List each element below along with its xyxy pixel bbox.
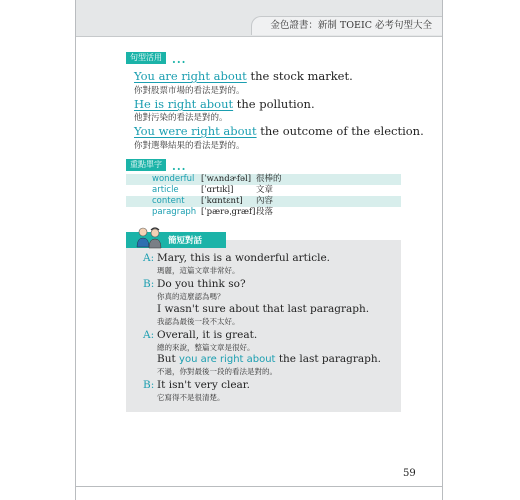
pattern-section-dots: ... [172, 53, 187, 66]
dialogue-line: It isn't very clear. [157, 379, 251, 391]
vocab-ipa: [ˈpærəˌgræf] [201, 207, 256, 217]
page-number: 59 [403, 468, 416, 479]
page-header [76, 0, 442, 37]
page-frame-right [442, 0, 443, 500]
pattern-rest: the pollution. [233, 97, 315, 111]
dialogue-translation: 不過，你對最後一段的看法是對的。 [157, 367, 277, 376]
dialogue-translation: 我認為最後一段不太好。 [157, 317, 240, 326]
pattern-phrase: He is right about [134, 97, 234, 111]
vocab-ipa: [ˈwʌndɚfəl] [201, 174, 252, 184]
speaker-label: A: [143, 252, 155, 264]
dialogue-line: I wasn't sure about that last paragraph. [157, 303, 370, 315]
people-talking-icon [134, 225, 164, 249]
pattern-phrase: You were right about [134, 124, 257, 138]
page-frame-left [75, 0, 76, 500]
vocab-table [126, 174, 401, 218]
dialogue-header-fill [226, 240, 401, 248]
pattern-rest: the outcome of the election. [256, 124, 424, 138]
vocab-word: article [152, 185, 179, 195]
dialogue-translation: 瑪麗，這篇文章非常好。 [157, 266, 240, 275]
dialogue-translation: 你真的這麼認為嗎？ [157, 292, 225, 301]
vocab-word: wonderful [152, 174, 195, 184]
vocab-row [126, 185, 401, 196]
vocab-section-tag: 重點單字 [126, 159, 166, 171]
vocab-meaning: 文章 [256, 185, 274, 195]
vocab-row [126, 207, 401, 218]
vocab-word: content [152, 196, 185, 206]
vocab-ipa: [ˈkɑntɛnt] [201, 196, 243, 206]
pattern-sentence [134, 97, 315, 111]
page-frame-bottom [75, 486, 443, 487]
pattern-section-tag: 句型活用 [126, 52, 166, 64]
pattern-translation: 你對股票市場的看法是對的。 [134, 86, 245, 96]
dialogue-line: Overall, it is great. [157, 329, 258, 341]
speaker-label: B: [143, 379, 155, 391]
speaker-label: A: [143, 329, 155, 341]
dialogue-text: the last paragraph. [275, 353, 382, 365]
dialogue-highlight: you are right about [179, 354, 276, 365]
dialogue-title: 簡短對話 [168, 236, 203, 246]
vocab-meaning: 內容 [256, 196, 274, 206]
vocab-ipa: [ˈɑrtɪkḷ] [201, 185, 234, 195]
vocab-row [126, 174, 401, 185]
pattern-rest: the stock market. [246, 69, 353, 83]
vocab-row [126, 196, 401, 207]
pattern-translation: 你對選舉結果的看法是對的。 [134, 141, 245, 151]
vocab-word: paragraph [152, 207, 197, 217]
dialogue-line [157, 353, 381, 365]
dialogue-line: Mary, this is a wonderful article. [157, 252, 331, 264]
vocab-meaning: 很棒的 [256, 174, 282, 184]
pattern-phrase: You are right about [134, 69, 247, 83]
dialogue-translation: 總的來說，整篇文章是很好。 [157, 343, 255, 352]
pattern-sentence [134, 124, 424, 138]
dialogue-translation: 它寫得不是很清楚。 [157, 393, 225, 402]
pattern-sentence [134, 69, 353, 83]
book-title: 金色證書：新制 TOEIC 必考句型大全 [270, 20, 432, 31]
dialogue-text: But [157, 353, 180, 365]
vocab-meaning: 段落 [256, 207, 274, 217]
pattern-translation: 他對污染的看法是對的。 [134, 113, 228, 123]
dialogue-line: Do you think so? [157, 278, 246, 290]
vocab-section-dots: ... [172, 160, 187, 173]
speaker-label: B: [143, 278, 155, 290]
